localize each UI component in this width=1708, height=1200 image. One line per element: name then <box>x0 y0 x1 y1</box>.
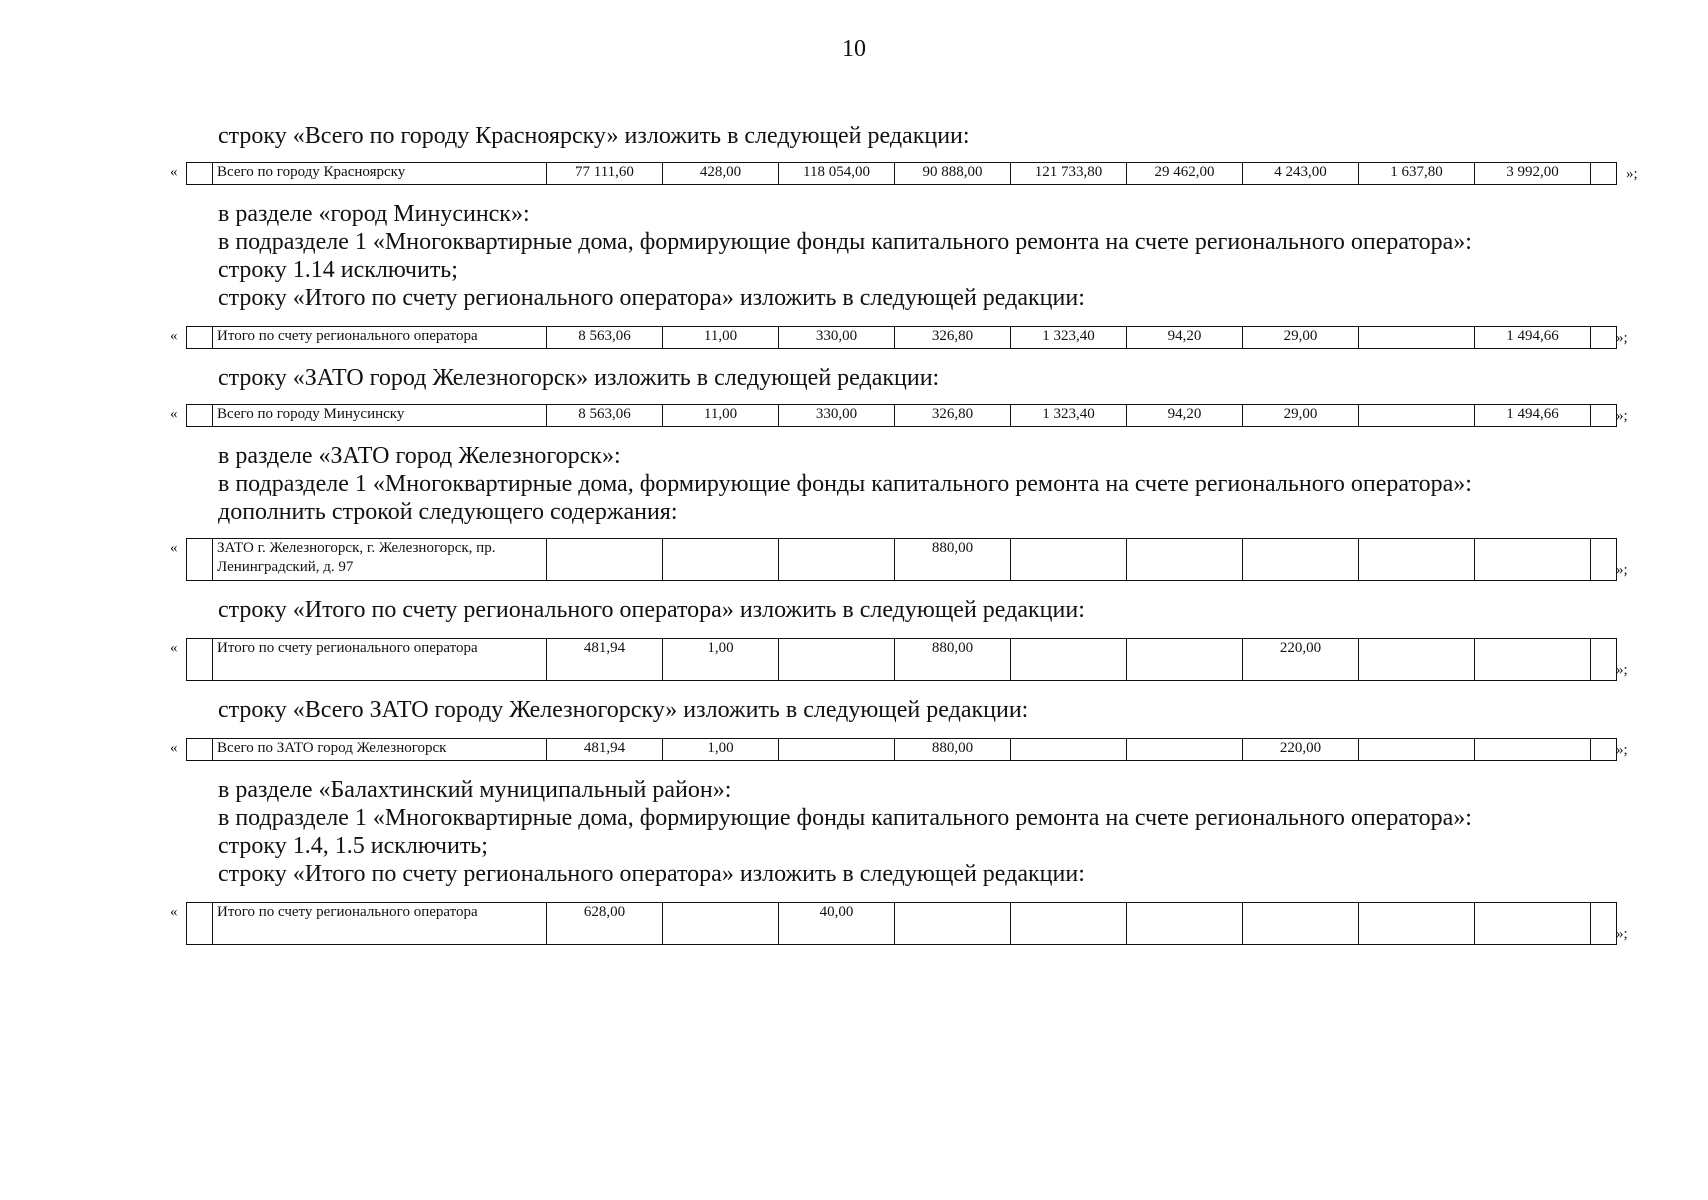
value-cell: 4 243,00 <box>1243 163 1359 185</box>
value-cell: 1 494,66 <box>1475 405 1591 427</box>
row-name-cell: Всего по ЗАТО город Железногорск <box>213 739 547 761</box>
value-cell <box>1359 539 1475 581</box>
section-paragraph: в разделе «ЗАТО город Железногорск»: <box>218 443 621 469</box>
value-cell: 1 637,80 <box>1359 163 1475 185</box>
row-number-cell <box>187 739 213 761</box>
value-cell: 880,00 <box>895 639 1011 681</box>
opening-quote: « <box>170 640 178 656</box>
closing-quote: »; <box>1616 330 1628 346</box>
value-cell: 118 054,00 <box>779 163 895 185</box>
row-end-cell <box>1591 903 1617 945</box>
row-number-cell <box>187 903 213 945</box>
instruction-paragraph: строку 1.14 исключить; <box>218 257 458 283</box>
row-number-cell <box>187 639 213 681</box>
closing-quote: »; <box>1616 926 1628 942</box>
opening-quote: « <box>170 164 178 180</box>
closing-quote: »; <box>1616 562 1628 578</box>
value-cell: 11,00 <box>663 405 779 427</box>
value-cell: 220,00 <box>1243 739 1359 761</box>
row-number-cell <box>187 539 213 581</box>
table-row <box>187 903 1617 945</box>
value-cell: 94,20 <box>1127 405 1243 427</box>
page-number: 10 <box>842 36 866 62</box>
value-cell: 1 323,40 <box>1011 327 1127 349</box>
row-name-cell: Итого по счету регионального оператора <box>213 327 547 349</box>
closing-quote: »; <box>1626 166 1638 182</box>
row-end-cell <box>1591 539 1617 581</box>
row-name-cell: ЗАТО г. Железногорск, г. Железногорск, пр. Ленинградский, д. 97 <box>213 539 547 581</box>
row-end-cell <box>1591 739 1617 761</box>
value-cell <box>1359 405 1475 427</box>
value-cell <box>1475 739 1591 761</box>
subsection-paragraph: в подразделе 1 «Многоквартирные дома, формирующие фонды капитального ремонта на счете регионального оператора»: <box>218 229 1472 255</box>
closing-quote: »; <box>1616 662 1628 678</box>
value-cell: 628,00 <box>547 903 663 945</box>
value-cell <box>1243 903 1359 945</box>
value-cell: 29 462,00 <box>1127 163 1243 185</box>
instruction-paragraph: строку «Итого по счету регионального оператора» изложить в следующей редакции: <box>218 285 1085 311</box>
value-cell <box>1475 903 1591 945</box>
table-row <box>187 327 1617 349</box>
value-cell: 326,80 <box>895 327 1011 349</box>
value-cell <box>779 639 895 681</box>
value-cell <box>1359 739 1475 761</box>
value-cell <box>895 903 1011 945</box>
value-cell: 428,00 <box>663 163 779 185</box>
row-number-cell <box>187 405 213 427</box>
section-paragraph: в разделе «Балахтинский муниципальный район»: <box>218 777 732 803</box>
section-paragraph: в разделе «город Минусинск»: <box>218 201 530 227</box>
value-cell <box>1475 539 1591 581</box>
row-end-cell <box>1591 327 1617 349</box>
row-name-cell: Итого по счету регионального оператора <box>213 639 547 681</box>
table-row <box>187 539 1617 581</box>
value-cell: 40,00 <box>779 903 895 945</box>
value-cell: 121 733,80 <box>1011 163 1127 185</box>
value-cell: 220,00 <box>1243 639 1359 681</box>
value-cell <box>663 539 779 581</box>
value-cell: 481,94 <box>547 639 663 681</box>
value-cell: 77 111,60 <box>547 163 663 185</box>
amendment-table-minusinsk-regop-total <box>186 326 1617 349</box>
value-cell <box>1243 539 1359 581</box>
value-cell: 1,00 <box>663 739 779 761</box>
closing-quote: »; <box>1616 408 1628 424</box>
row-number-cell <box>187 163 213 185</box>
amendment-table-balakhta-regop-total <box>186 902 1617 945</box>
instruction-paragraph: строку «Итого по счету регионального оператора» изложить в следующей редакции: <box>218 597 1085 623</box>
value-cell: 326,80 <box>895 405 1011 427</box>
value-cell: 1,00 <box>663 639 779 681</box>
opening-quote: « <box>170 328 178 344</box>
value-cell: 1 323,40 <box>1011 405 1127 427</box>
value-cell <box>1011 539 1127 581</box>
subsection-paragraph: в подразделе 1 «Многоквартирные дома, формирующие фонды капитального ремонта на счете регионального оператора»: <box>218 471 1472 497</box>
value-cell <box>1475 639 1591 681</box>
row-end-cell <box>1591 405 1617 427</box>
row-end-cell <box>1591 639 1617 681</box>
value-cell <box>1011 739 1127 761</box>
value-cell: 330,00 <box>779 405 895 427</box>
row-number-cell <box>187 327 213 349</box>
value-cell <box>663 903 779 945</box>
instruction-paragraph: дополнить строкой следующего содержания: <box>218 499 678 525</box>
instruction-paragraph: строку «Итого по счету регионального оператора» изложить в следующей редакции: <box>218 861 1085 887</box>
opening-quote: « <box>170 540 178 556</box>
value-cell: 481,94 <box>547 739 663 761</box>
value-cell <box>1011 639 1127 681</box>
value-cell: 90 888,00 <box>895 163 1011 185</box>
amendment-table-minusinsk-total <box>186 404 1617 427</box>
value-cell: 94,20 <box>1127 327 1243 349</box>
table-row <box>187 639 1617 681</box>
closing-quote: »; <box>1616 742 1628 758</box>
value-cell <box>1011 903 1127 945</box>
value-cell <box>779 739 895 761</box>
table-row <box>187 739 1617 761</box>
value-cell <box>1359 639 1475 681</box>
value-cell <box>1359 903 1475 945</box>
value-cell <box>1127 903 1243 945</box>
value-cell <box>1127 639 1243 681</box>
amendment-table-zheleznogorsk-total <box>186 738 1617 761</box>
value-cell: 8 563,06 <box>547 405 663 427</box>
value-cell <box>1359 327 1475 349</box>
value-cell <box>547 539 663 581</box>
amendment-table-zheleznogorsk-new-row <box>186 538 1617 581</box>
row-end-cell <box>1591 163 1617 185</box>
value-cell <box>779 539 895 581</box>
instruction-paragraph: строку «Всего по городу Красноярску» изложить в следующей редакции: <box>218 123 970 149</box>
opening-quote: « <box>170 406 178 422</box>
row-name-cell: Итого по счету регионального оператора <box>213 903 547 945</box>
value-cell: 880,00 <box>895 739 1011 761</box>
opening-quote: « <box>170 740 178 756</box>
subsection-paragraph: в подразделе 1 «Многоквартирные дома, формирующие фонды капитального ремонта на счете регионального оператора»: <box>218 805 1472 831</box>
value-cell: 1 494,66 <box>1475 327 1591 349</box>
value-cell <box>1127 539 1243 581</box>
opening-quote: « <box>170 904 178 920</box>
instruction-paragraph: строку «ЗАТО город Железногорск» изложить в следующей редакции: <box>218 365 940 391</box>
row-name-cell: Всего по городу Красноярску <box>213 163 547 185</box>
value-cell: 11,00 <box>663 327 779 349</box>
value-cell: 29,00 <box>1243 327 1359 349</box>
value-cell <box>1127 739 1243 761</box>
value-cell: 8 563,06 <box>547 327 663 349</box>
instruction-paragraph: строку «Всего ЗАТО городу Железногорску» изложить в следующей редакции: <box>218 697 1029 723</box>
table-row <box>187 163 1617 185</box>
row-name-cell: Всего по городу Минусинску <box>213 405 547 427</box>
amendment-table-krasnoyarsk-total <box>186 162 1617 185</box>
value-cell: 3 992,00 <box>1475 163 1591 185</box>
instruction-paragraph: строку 1.4, 1.5 исключить; <box>218 833 488 859</box>
value-cell: 880,00 <box>895 539 1011 581</box>
value-cell: 330,00 <box>779 327 895 349</box>
amendment-table-zheleznogorsk-regop-total <box>186 638 1617 681</box>
value-cell: 29,00 <box>1243 405 1359 427</box>
table-row <box>187 405 1617 427</box>
